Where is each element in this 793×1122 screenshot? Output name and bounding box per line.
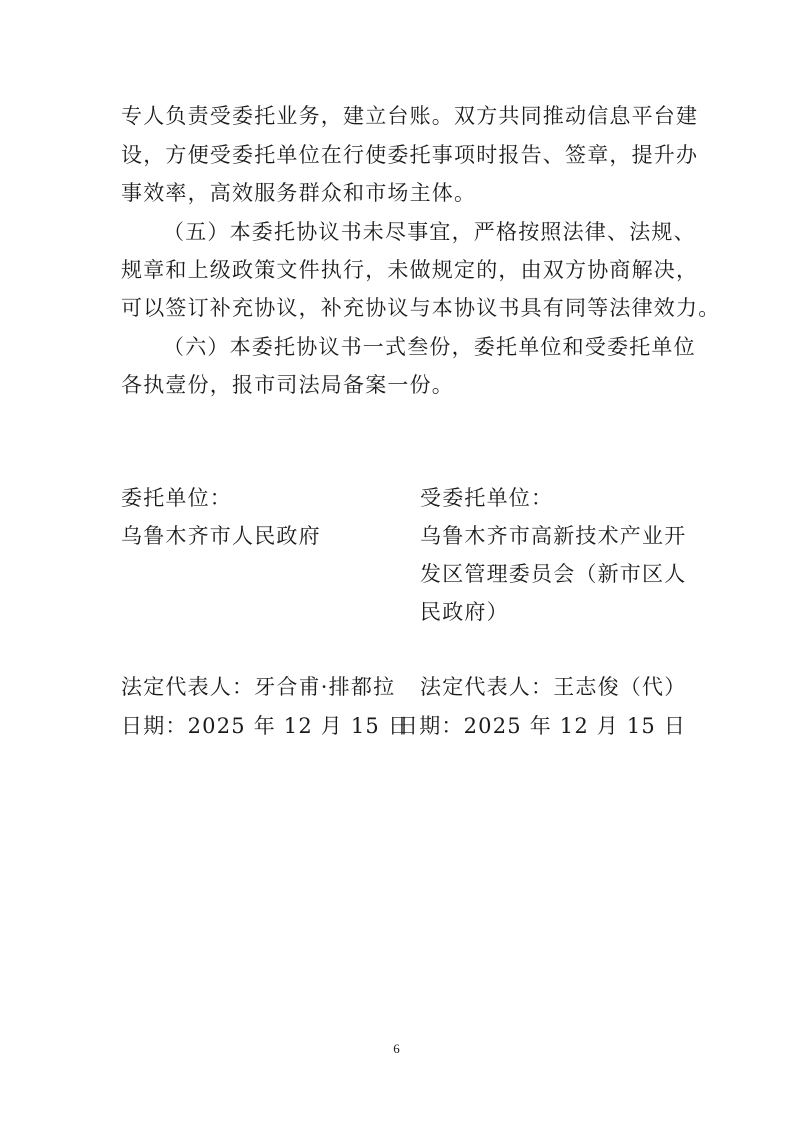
entrusting-party-representative: 法定代表人：牙合甫·排都拉 (121, 675, 396, 699)
entrusted-party-heading: 受委托单位： (420, 486, 554, 510)
entrusted-party-name-line-1: 乌鲁木齐市高新技术产业开 (420, 524, 687, 548)
entrusting-party-date: 日期：2025 年 12 月 15 日 (121, 714, 411, 738)
entrusted-party-name-line-2: 发区管理委员会（新市区人 (420, 562, 687, 586)
entrusting-party-name: 乌鲁木齐市人民政府 (121, 524, 321, 548)
entrusted-party-representative: 法定代表人：王志俊（代） (420, 675, 687, 699)
paragraph-1-line-1: 专人负责受委托业务，建立台账。双方共同推动信息平台建 (121, 104, 699, 128)
page-number: 6 (393, 1041, 400, 1056)
paragraph-3-line-1: （六）本委托协议书一式叁份，委托单位和受委托单位 (163, 335, 696, 359)
paragraph-2-line-2: 规章和上级政策文件执行，未做规定的，由双方协商解决， (121, 258, 699, 282)
entrusted-party-date: 日期：2025 年 12 月 15 日 (397, 714, 687, 738)
paragraph-1-line-2: 设，方便受委托单位在行使委托事项时报告、签章，提升办 (121, 143, 699, 167)
entrusting-party-heading: 委托单位： (121, 486, 232, 510)
entrusted-party-name-line-3: 民政府） (420, 600, 509, 624)
paragraph-3-line-2: 各执壹份，报市司法局备案一份。 (121, 373, 454, 397)
paragraph-2-line-3: 可以签订补充协议，补充协议与本协议书具有同等法律效力。 (121, 296, 721, 320)
paragraph-1-line-3: 事效率，高效服务群众和市场主体。 (121, 181, 477, 205)
paragraph-2-line-1: （五）本委托协议书未尽事宜，严格按照法律、法规、 (163, 220, 696, 244)
